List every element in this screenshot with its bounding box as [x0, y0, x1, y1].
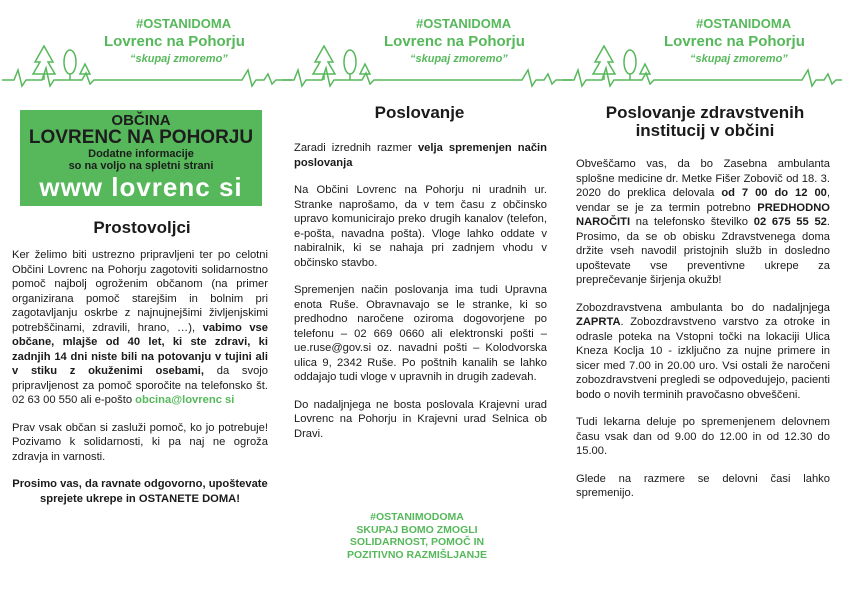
- footer-line: SKUPAJ BOMO ZMOGLI: [356, 523, 478, 536]
- box-line-1: OBČINA: [111, 112, 171, 129]
- slogan: “skupaj zmoremo”: [690, 53, 788, 65]
- hashtag: #OSTANIDOMA: [136, 16, 232, 31]
- section-title-health: Poslovanje zdravstvenih institucij v občini: [605, 103, 805, 140]
- business-text: [294, 141, 547, 454]
- footer-line: SOLIDARNOST, POMOČ IN: [349, 536, 485, 548]
- campaign-footer: [292, 511, 542, 561]
- bold-span: od 7 00 do 12 00: [721, 187, 827, 199]
- text-span: na telefonsko številko: [630, 216, 754, 228]
- text-span: , vendar se je za termin potrebno: [576, 187, 830, 214]
- brand-title: Lovrenc na Pohorju: [384, 33, 525, 50]
- text-span: Zaradi izrednih razmer: [294, 142, 418, 154]
- box-line-3: Dodatne informacije: [88, 148, 194, 160]
- slogan: “skupaj zmoremo”: [130, 53, 228, 65]
- box-line-2: LOVRENC NA POHORJU: [28, 127, 254, 148]
- box-line-4: so na voljo na spletni strani: [68, 160, 214, 172]
- header-banner: [572, 0, 842, 95]
- health-paragraph-2: [576, 301, 830, 403]
- footer-line: POZITIVNO RAZMIŠLJANJE: [346, 548, 487, 561]
- bold-span: vabimo vse občane, mlajše od 40 let, ki ste zdravi, ki zadnjih 14 dni niste bili na potovanju v tujini ali v stiku z okuženimi osebami,: [12, 321, 268, 377]
- footer-line: #OSTANIMODOMA: [370, 511, 464, 523]
- brand-title: Lovrenc na Pohorju: [104, 33, 245, 50]
- business-paragraph-2: Na Občini Lovrenc na Pohorju ni uradnih ur. Stranke naprošamo, da v tem času z občinsko upravo komunicirajo preko drugih kanalov (telefon, e-pošta, navadna pošta). Vloge lahko oddate v nabiralnik, ki se nahaja pri zadnjem vhodu v občinsko stavbo.: [294, 184, 547, 269]
- column-business: [292, 0, 552, 595]
- text-span: Zobozdravstvena ambulanta bo do nadaljnjega: [576, 301, 830, 314]
- text-span: Obveščamo vas, da bo Zasebna ambulanta splošne medicine dr. Metke Fišer Zobovič od 18. 3. 2020 do preklica delovala: [576, 158, 830, 199]
- health-paragraph-1: [576, 157, 830, 288]
- volunteers-text: [12, 248, 268, 519]
- business-paragraph-1: [294, 141, 547, 170]
- phone-number: 02 675 55 52: [753, 216, 827, 228]
- section-title-volunteers: Prostovoljci: [93, 218, 191, 237]
- header-banner: [12, 0, 292, 95]
- email-link[interactable]: obcina@lovrenc si: [135, 394, 235, 406]
- health-text: [576, 157, 830, 514]
- website-link[interactable]: www lovrenc si: [39, 172, 243, 202]
- health-paragraph-4: Glede na razmere se delovni časi lahko spremenijo.: [576, 472, 830, 499]
- volunteers-paragraph-3: Prosimo vas, da ravnate odgovorno, upoštevate sprejete ukrepe in OSTANETE DOMA!: [12, 478, 268, 505]
- hashtag: #OSTANIDOMA: [416, 16, 512, 31]
- column-health: [572, 0, 832, 595]
- hashtag: #OSTANIDOMA: [696, 16, 792, 31]
- business-paragraph-4: Do nadaljnjega ne bosta poslovala Krajevni urad Lovrenc na Pohorju in Krajevni urad Selnica ob Dravi.: [294, 398, 547, 440]
- volunteers-paragraph-1: [12, 248, 268, 408]
- bold-span: velja spremenjen način poslovanja: [294, 142, 547, 169]
- brand-title: Lovrenc na Pohorju: [664, 33, 805, 50]
- header-banner: [292, 0, 572, 95]
- volunteers-paragraph-2: Prav vsak občan si zasluži pomoč, ko jo potrebuje! Pozivamo k solidarnosti, ki pa naj ne ogroža zdravja in varnosti.: [12, 421, 268, 463]
- text-span: Ker želimo biti ustrezno pripravljeni ter po celotni Občini Lovrenc na Pohorju zagotoviti solidarnostno pomoč najbolj ogroženim občanom (na primer organizirana pomoč starejšim in bolnim pri zagotavljanju oskrbe z najnujnejšimi življenjskimi potrebščinami, zdravili, hrano, …),: [12, 249, 268, 334]
- text-span: da svojo pripravljenost za pomoč sporočite na telefonsko št. 02 63 00 550 ali e-pošto: [12, 365, 268, 406]
- health-paragraph-3: Tudi lekarna deluje po spremenjenem delovnem času vsak dan od 9.00 do 12.00 in od 12.30 do 15.00.: [576, 416, 830, 457]
- text-span: . Prosimo, da se ob obisku Zdravstvenega doma držite vseh navodil pristojnih služb in dosledno upoštevate vse preventivne ukrepe za preprečevanje širjenja okužb!: [576, 216, 830, 286]
- section-title-business: Poslovanje: [374, 103, 465, 122]
- column-volunteers: [12, 0, 272, 595]
- slogan: “skupaj zmoremo”: [410, 53, 508, 65]
- bold-span: PREDHODNO NAROČITI: [576, 201, 830, 228]
- text-span: . Zobozdravstveno varstvo za otroke in odrasle poteka na Vstopni točki na lokaciji Ulica Kneza Koclja 10 - izključno za nujne primere in sicer med 7.00 in 20.00 uro. Vsi ostali že naročeni zobozdravstveni pregledi se odpovedujejo, pacienti bodo o novih terminih pravočasno obveščeni.: [576, 316, 830, 401]
- bold-span: ZAPRTA: [576, 316, 621, 328]
- municipality-info-box: [20, 110, 262, 206]
- business-paragraph-3: Spremenjen način poslovanja ima tudi Upravna enota Ruše. Obravnavajo se le stranke, ki so predhodno naročene oziroma dogovorjene po telefonu – 02 669 0660 ali elektronski pošti – ue.ruse@gov.si oz. navadni pošti – Kolodvorska ulica 9, 2342 Ruše. Po poštnih kanalih se lahko oddajajo tudi vloge v upravnih in drugih zadevah.: [294, 284, 547, 383]
